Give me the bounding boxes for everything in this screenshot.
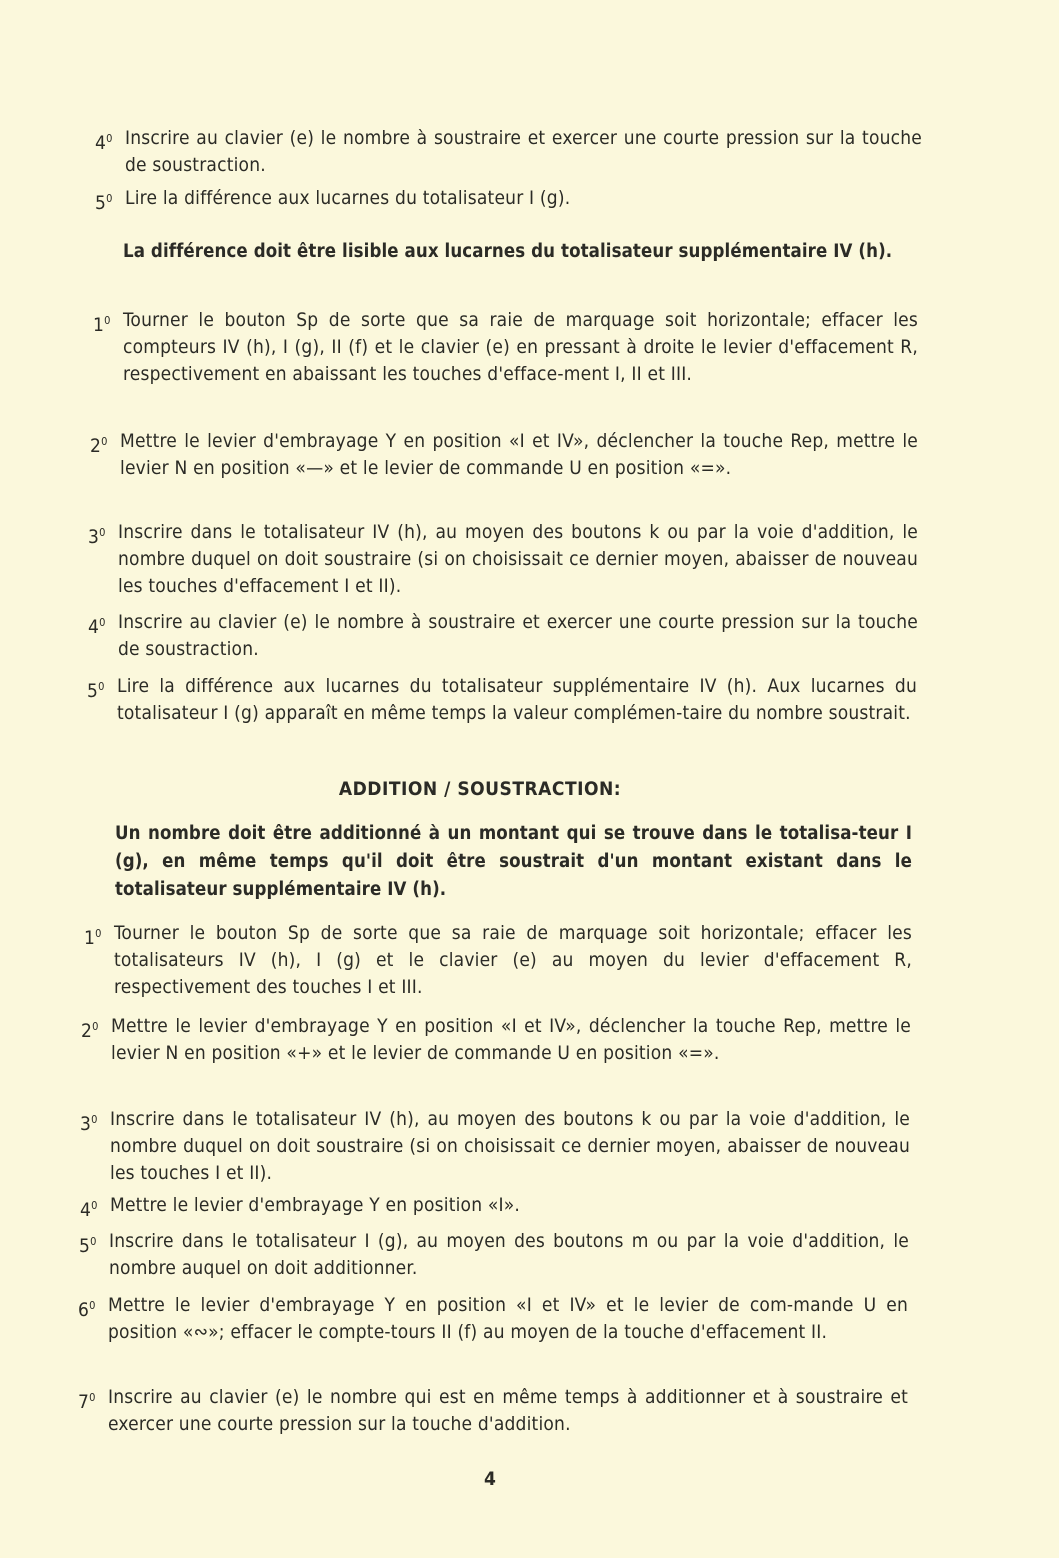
section-intro: La différence doit être lisible aux lucarnes du totalisateur supplémentaire IV (h). <box>123 241 893 262</box>
step-text: Inscrire au clavier (e) le nombre à soustraire et exercer une courte pression sur la touche de soustraction. <box>125 127 922 176</box>
step-text: Tourner le bouton Sp de sorte que sa raie de marquage soit horizontale; effacer les compteurs IV (h), I (g), II (f) et le clavier (e) en pressant à droite le levier d'effacement R, respectivement en abaissant les touches d'efface-ment I, II et III. <box>123 309 918 385</box>
step-number: $5^0$ <box>79 1235 97 1257</box>
step-number: $2^0$ <box>81 1020 99 1042</box>
step-text: Inscrire dans le totalisateur I (g), au moyen des boutons m ou par la voie d'addition, le nombre auquel on doit additionner. <box>109 1230 909 1279</box>
step-number: $4^0$ <box>80 1199 98 1221</box>
step-text: Mettre le levier d'embrayage Y en position «I et IV» et le levier de com-mande U en position «∾»; effacer le compte-tours II (f) au moyen de la touche d'effacement II. <box>108 1294 908 1343</box>
step-number: $7^0$ <box>78 1391 96 1413</box>
step-item <box>87 673 917 727</box>
step-text: Tourner le bouton Sp de sorte que sa raie de marquage soit horizontale; effacer les totalisateurs IV (h), I (g) et le clavier (e) au moyen du levier d'effacement R, respectivement des touches I et III. <box>114 922 912 998</box>
step-number: $3^0$ <box>80 1113 98 1135</box>
step-item <box>95 125 922 179</box>
step-number: $3^0$ <box>88 526 106 548</box>
step-item <box>88 609 918 663</box>
step-item <box>79 1228 909 1282</box>
step-number: $4^0$ <box>88 616 106 638</box>
step-number: $4^0$ <box>95 132 113 154</box>
step-number: $2^0$ <box>90 435 108 457</box>
step-text: Lire la différence aux lucarnes du totalisateur I (g). <box>125 187 571 209</box>
page-number: 4 <box>484 1468 496 1490</box>
step-item <box>78 1292 908 1346</box>
step-text: Inscrire dans le totalisateur IV (h), au moyen des boutons k ou par la voie d'addition, le nombre duquel on doit soustraire (si on choisissait ce dernier moyen, abaisser de nouveau les touches I et II). <box>110 1108 910 1184</box>
step-text: Mettre le levier d'embrayage Y en position «I». <box>110 1194 521 1216</box>
step-number: $1^0$ <box>84 927 102 949</box>
section-heading: ADDITION / SOUSTRACTION: <box>338 778 622 800</box>
step-text: Inscrire au clavier (e) le nombre à soustraire et exercer une courte pression sur la touche de soustraction. <box>118 611 918 660</box>
step-number: $5^0$ <box>87 680 105 702</box>
step-number: $6^0$ <box>78 1299 96 1321</box>
step-number: $1^0$ <box>93 314 111 336</box>
step-item <box>90 428 918 482</box>
step-number: $5^0$ <box>95 192 113 214</box>
step-text: Inscrire dans le totalisateur IV (h), au moyen des boutons k ou par la voie d'addition, le nombre duquel on doit soustraire (si on choisissait ce dernier moyen, abaisser de nouveau les touches d'effacement I et II). <box>118 521 918 597</box>
step-text: Mettre le levier d'embrayage Y en position «I et IV», déclencher la touche Rep, mettre le levier N en position «—» et le levier de commande U en position «=». <box>120 430 918 479</box>
step-text: Lire la différence aux lucarnes du totalisateur supplémentaire IV (h). Aux lucarnes du totalisateur I (g) apparaît en même temps la valeur complémen-taire du nombre soustrait. <box>117 675 917 724</box>
step-text: Inscrire au clavier (e) le nombre qui est en même temps à additionner et à soustraire et exercer une courte pression sur la touche d'addition. <box>108 1386 908 1435</box>
step-item <box>80 1106 910 1187</box>
step-item <box>95 185 922 212</box>
step-item <box>88 519 918 600</box>
step-item <box>78 1384 908 1438</box>
step-item <box>84 920 912 1001</box>
step-text: Mettre le levier d'embrayage Y en position «I et IV», déclencher la touche Rep, mettre le levier N en position «+» et le levier de commande U en position «=». <box>111 1015 911 1064</box>
step-item <box>81 1013 911 1067</box>
section-intro: Un nombre doit être additionné à un montant qui se trouve dans le totalisa-teur I (g), en même temps qu'il doit être soustrait d'un montant existant dans le totalisateur supplémentaire IV (h). <box>115 823 912 900</box>
step-item <box>93 307 918 388</box>
step-item <box>80 1192 910 1219</box>
